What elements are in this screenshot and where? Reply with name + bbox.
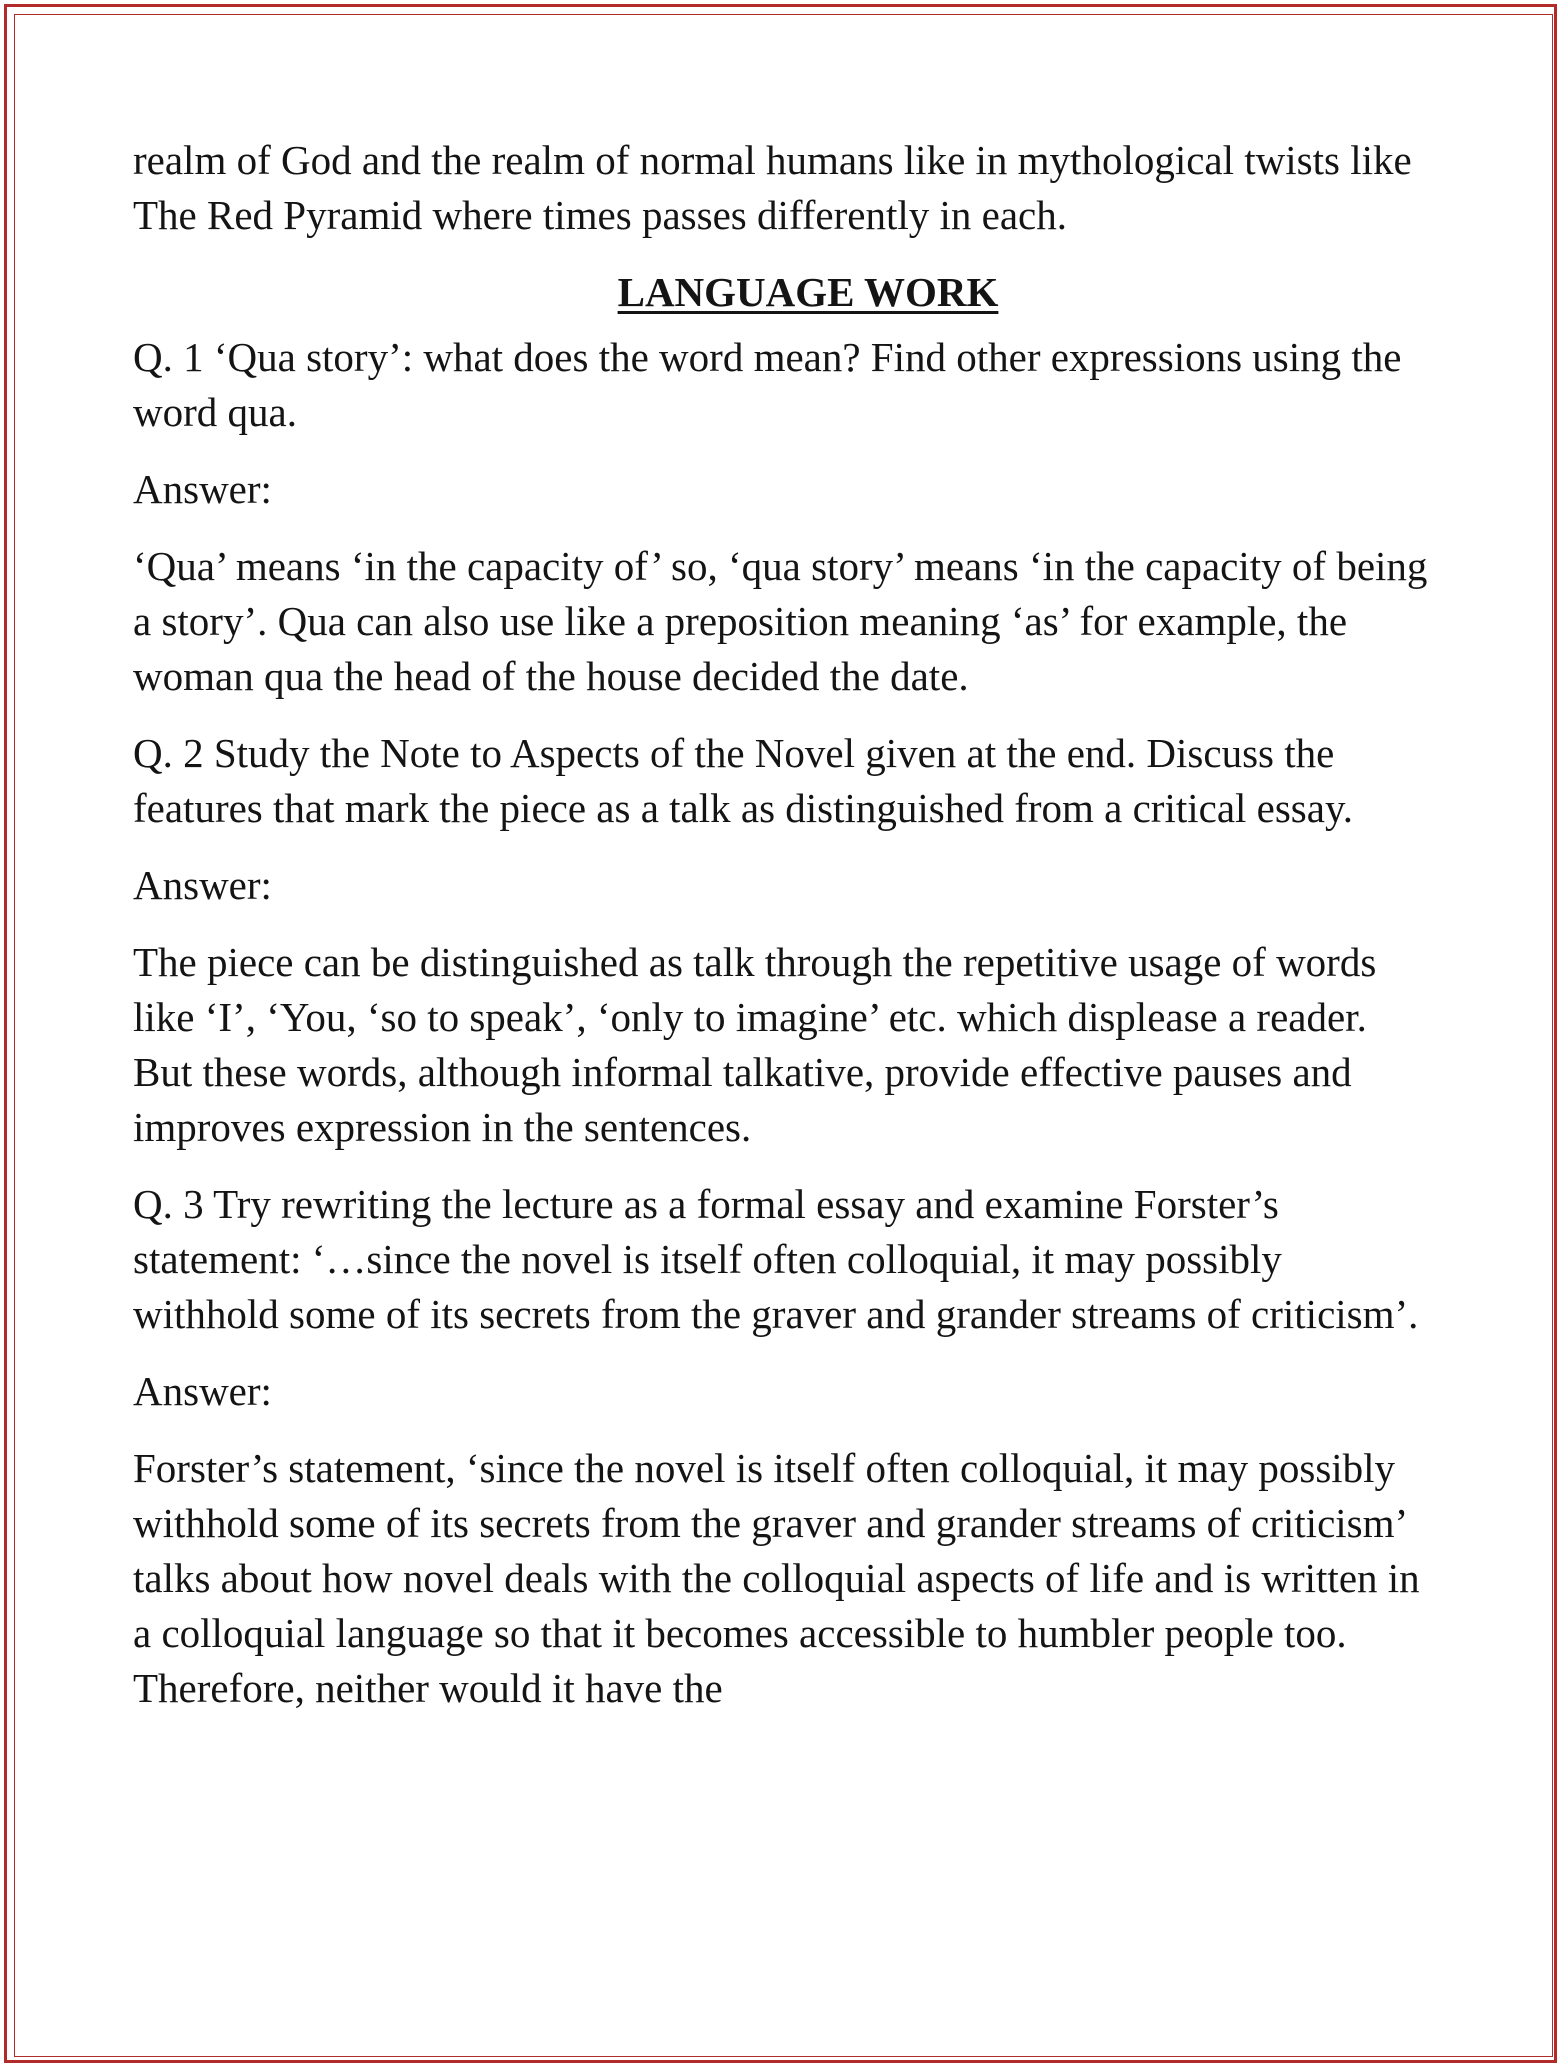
answer-3: Forster’s statement, ‘since the novel is itself often colloquial, it may possibly withhold some of its secrets from the graver and grander streams of criticism’ talks about how novel deals with the colloquial aspects of life and is written in a colloquial language so that it becomes accessible to humbler people too. Therefore, neither would it have the	[133, 1445, 1420, 1711]
answer-label-3: Answer:	[133, 1368, 272, 1414]
intro-paragraph: realm of God and the realm of normal humans like in mythological twists like The Red Pyramid where times passes differently in each.	[133, 137, 1412, 238]
question-2: Q. 2 Study the Note to Aspects of the Novel given at the end. Discuss the features that mark the piece as a talk as distinguished from a critical essay.	[133, 730, 1354, 831]
question-1: Q. 1 ‘Qua story’: what does the word mean? Find other expressions using the word qua.	[133, 334, 1402, 435]
question-3: Q. 3 Try rewriting the lecture as a formal essay and examine Forster’s statement: ‘…since the novel is itself often colloquial, it may possibly withhold some of its secrets from the graver and grander streams of criticism’.	[133, 1181, 1419, 1337]
answer-label-1: Answer:	[133, 466, 272, 512]
answer-1: ‘Qua’ means ‘in the capacity of’ so, ‘qua story’ means ‘in the capacity of being a story’. Qua can also use like a preposition meaning ‘as’ for example, the woman qua the head of the house decided the date.	[133, 543, 1428, 699]
answer-2: The piece can be distinguished as talk through the repetitive usage of words like ‘I’, ‘You, ‘so to speak’, ‘only to imagine’ etc. which displease a reader. But these words, although informal talkative, provide effective pauses and improves expression in the sentences.	[133, 939, 1377, 1150]
answer-label-2: Answer:	[133, 862, 272, 908]
section-heading: LANGUAGE WORK	[617, 269, 999, 315]
document-body	[133, 133, 1433, 1738]
